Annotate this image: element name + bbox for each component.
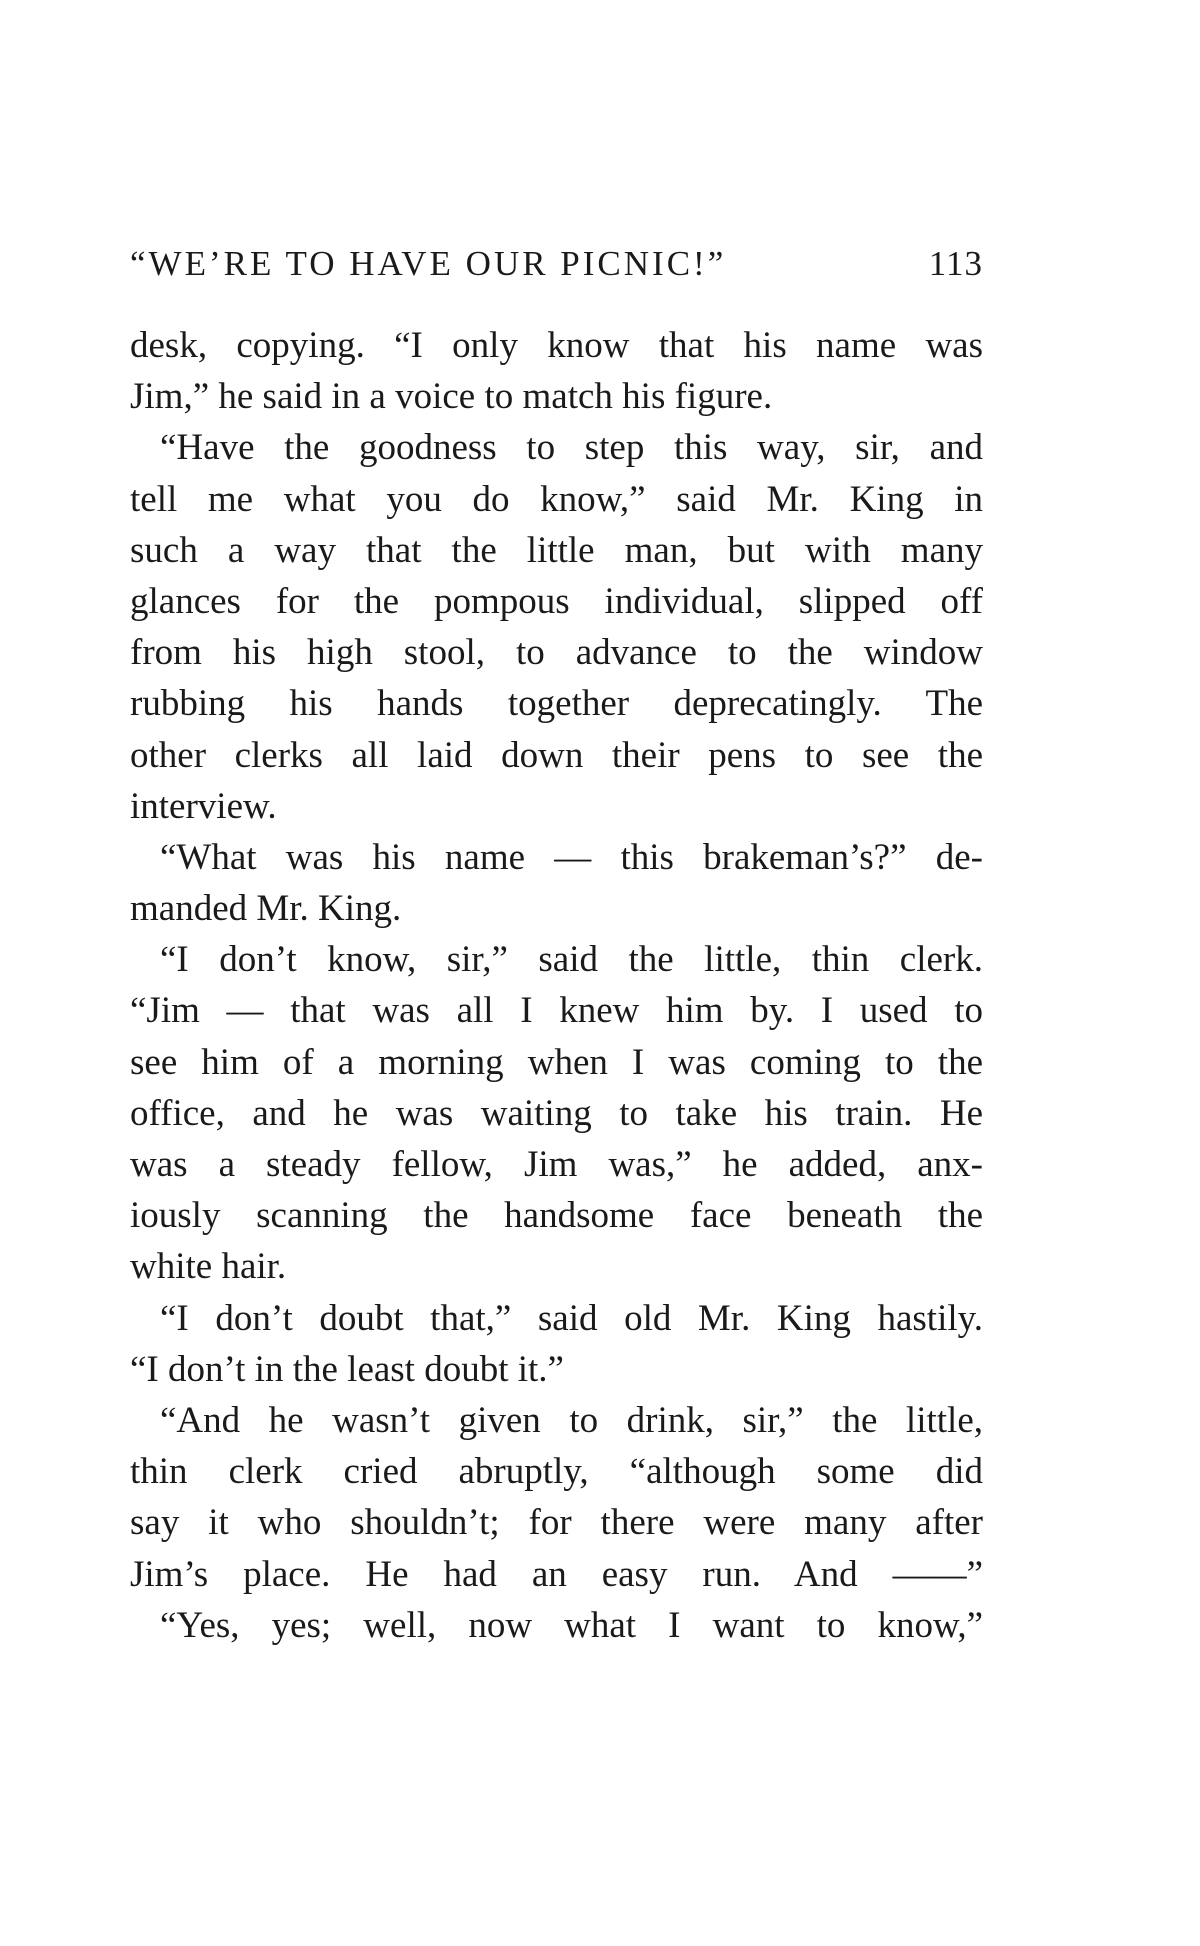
running-head	[130, 242, 983, 286]
text-line: rubbing his hands together deprecatingly. The	[130, 683, 983, 725]
running-title: “WE’RE TO HAVE OUR PICNIC!”	[130, 244, 727, 283]
text-line: office, and he was waiting to take his train. He	[130, 1092, 983, 1134]
text-line: thin clerk cried abruptly, “although some did	[130, 1451, 983, 1493]
page-number: 113	[928, 244, 983, 283]
text-line: “I don’t in the least doubt it.”	[130, 1348, 564, 1390]
text-line: “And he wasn’t given to drink, sir,” the little,	[160, 1399, 983, 1441]
text-line: white hair.	[130, 1246, 287, 1288]
text-line: Jim’s place. He had an easy run. And ——”	[130, 1553, 983, 1595]
text-line: manded Mr. King.	[130, 888, 402, 930]
text-line: say it who shouldn’t; for there were many after	[130, 1502, 983, 1544]
text-line: iously scanning the handsome face beneath the	[130, 1195, 983, 1237]
body-text	[130, 320, 983, 1651]
text-line: glances for the pompous individual, slipped off	[130, 580, 983, 622]
text-line: such a way that the little man, but with many	[130, 529, 983, 571]
text-line: other clerks all laid down their pens to see the	[130, 734, 983, 776]
text-line: desk, copying. “I only know that his name was	[130, 325, 983, 366]
text-line: “Jim — that was all I knew him by. I used to	[130, 990, 983, 1032]
text-line: “I don’t doubt that,” said old Mr. King hastily.	[160, 1297, 983, 1339]
text-line: from his high stool, to advance to the window	[130, 632, 983, 674]
text-line: Jim,” he said in a voice to match his figure.	[130, 376, 773, 418]
text-line: tell me what you do know,” said Mr. King in	[130, 478, 983, 520]
text-line: “What was his name — this brakeman’s?” de-	[160, 836, 983, 878]
text-line: “Have the goodness to step this way, sir, and	[160, 427, 983, 469]
text-line: interview.	[130, 785, 277, 827]
text-line: see him of a morning when I was coming to the	[130, 1041, 983, 1083]
text-line: was a steady fellow, Jim was,” he added, anx-	[130, 1144, 983, 1185]
text-line: “Yes, yes; well, now what I want to know,”	[160, 1604, 983, 1646]
text-line: “I don’t know, sir,” said the little, thin clerk.	[160, 939, 983, 981]
